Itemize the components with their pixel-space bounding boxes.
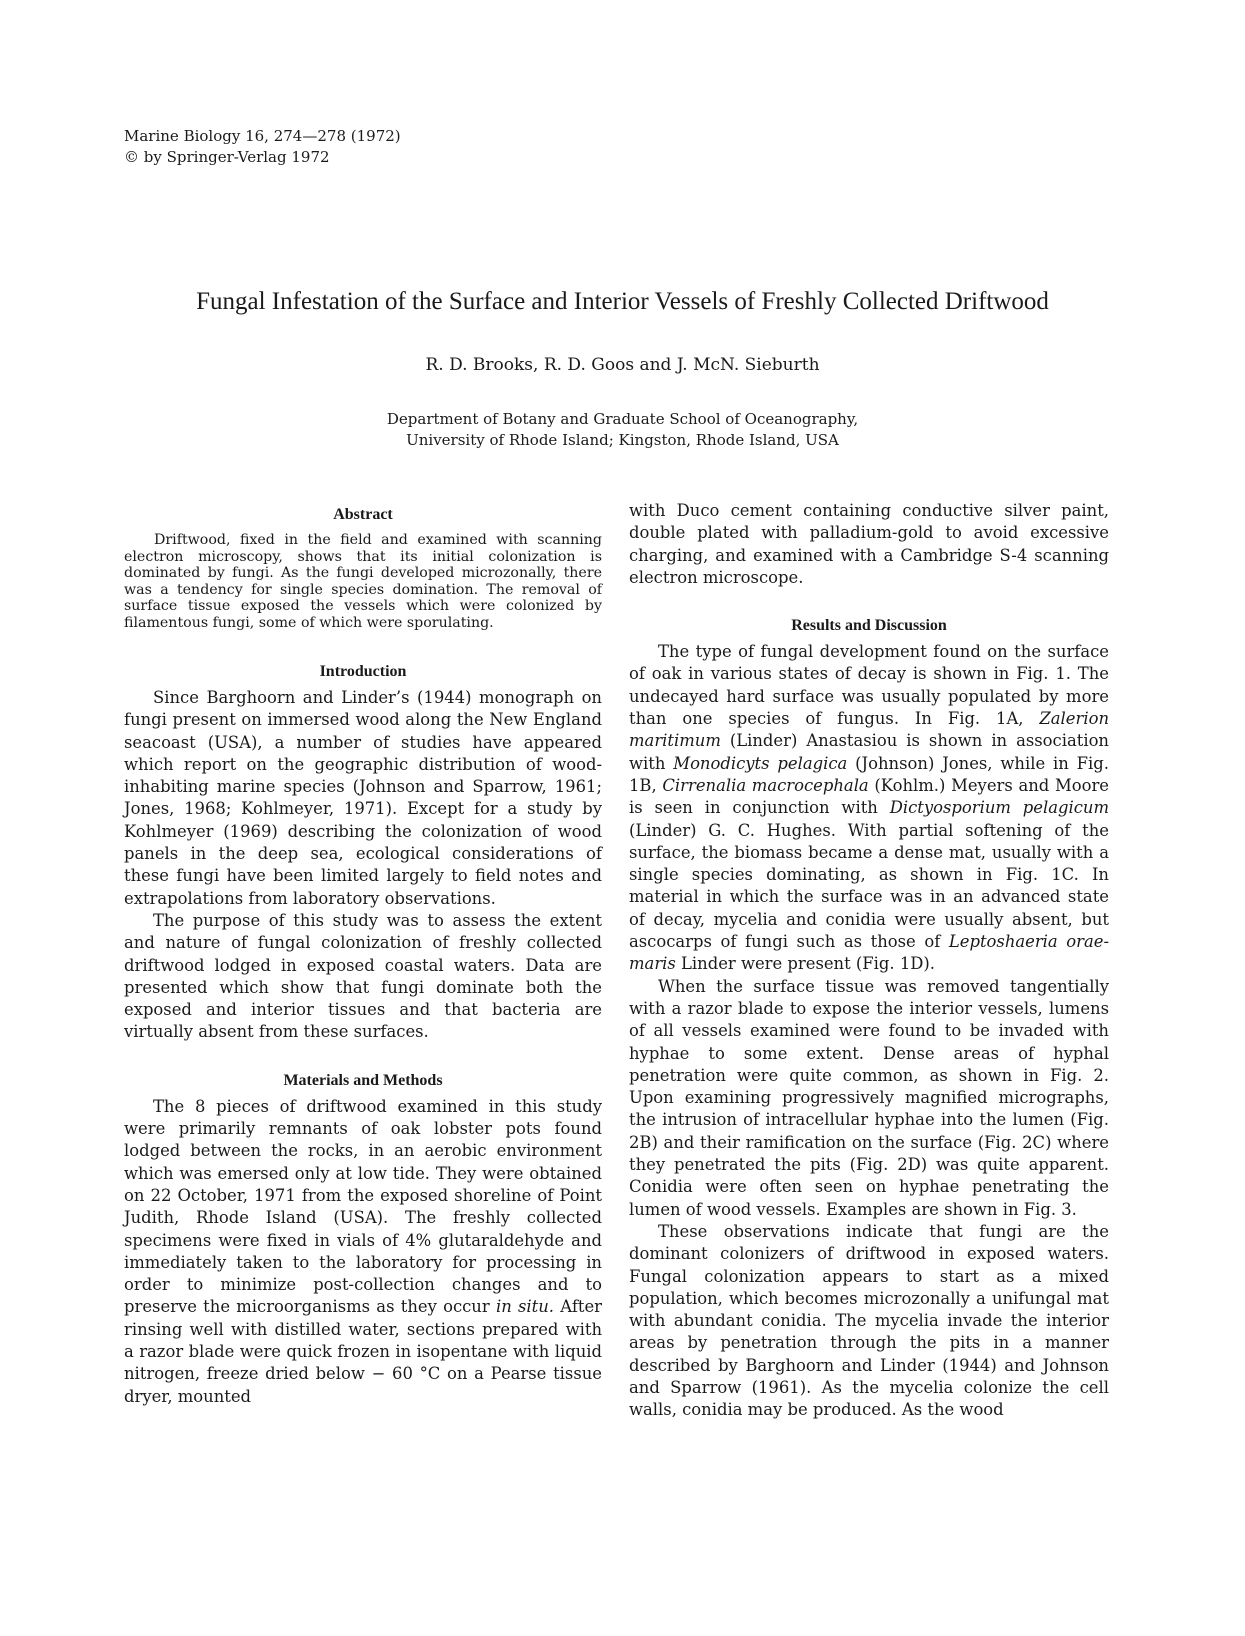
affiliation bbox=[0, 409, 1245, 451]
results-text-run: (Linder) G. C. Hughes. With partial softening of the surface, the biomass became a dense mat, usually with a single species dominating, as shown in Fig. 1C. In material in which the surface was in an advanced state of decay, mycelia and conidia were usually absent, but ascocarps of fungi such as those of bbox=[629, 820, 1109, 952]
methods-paragraph-1 bbox=[124, 1096, 602, 1408]
introduction-paragraph-2: The purpose of this study was to assess the extent and nature of fungal colonization of freshly collected driftwood lodged in exposed coastal waters. Data are presented which show that fungi dominate both the exposed and interior tissues and that bacteria are virtually absent from these surfaces. bbox=[124, 910, 602, 1042]
species-name: Dictyosporium pelagicum bbox=[889, 798, 1109, 818]
results-text-run: (Johnson) Jones, while in Fig. 1B, bbox=[629, 753, 1109, 795]
journal-header bbox=[124, 126, 401, 168]
paper-title: Fungal Infestation of the Surface and Interior Vessels of Freshly Collected Driftwood bbox=[196, 288, 1049, 315]
results-text-run: Linder were present (Fig. 1D). bbox=[675, 954, 936, 974]
species-name: Monodicyts pelagica bbox=[673, 753, 848, 773]
methods-paragraph-continued: with Duco cement containing conductive silver paint, double plated with palladium-gold to avoid excessive charging, and examined with a Cambridge S-4 scanning electron microscope. bbox=[629, 501, 1109, 587]
methods-heading: Materials and Methods bbox=[283, 1071, 443, 1089]
introduction-heading: Introduction bbox=[319, 663, 407, 680]
species-name: Leptoshaeria orae-maris bbox=[629, 932, 1110, 974]
results-paragraph-3: These observations indicate that fungi are the dominant colonizers of driftwood in exposed waters. Fungal colonization appears to start as a mixed population, which becomes microzonally a unifungal mat with abundant conidia. The mycelia invade the interior areas by penetration through the pits in a manner described by Barghoorn and Linder (1944) and Johnson and Sparrow (1961). As the mycelia colonize the cell walls, conidia may be produced. As the wood bbox=[629, 1221, 1109, 1420]
results-text-run: (Kohlm.) Meyers and Moore is seen in conjunction with bbox=[629, 775, 1109, 818]
abstract-heading: Abstract bbox=[333, 506, 393, 523]
results-text-run: (Linder) Anastasiou is shown in association with bbox=[629, 731, 1109, 773]
affiliation-line-1: Department of Botany and Graduate School of Oceanography, bbox=[386, 410, 859, 428]
methods-text-italic: in situ. bbox=[495, 1297, 555, 1317]
species-name: Cirrenalia macrocephala bbox=[662, 775, 869, 795]
results-paragraph-1 bbox=[629, 641, 1109, 975]
introduction-paragraph-1: Since Barghoorn and Linder’s (1944) monograph on fungi present on immersed wood along the New England seacoast (USA), a number of studies have appeared which report on the geographic distribution of wood-inhabiting marine species (Johnson and Sparrow, 1961; Jones, 1968; Kohlmeyer, 1971). Except for a study by Kohlmeyer (1969) describing the colonization of wood panels in the deep sea, ecological considerations of these fungi have been limited largely to field notes and extrapolations from laboratory observations. bbox=[124, 688, 602, 908]
results-heading: Results and Discussion bbox=[791, 617, 947, 635]
results-text-run: The type of fungal development found on the surface of oak in various states of decay is shown in Fig. 1. The undecayed hard surface was usually populated by more than one species of fungus. In Fig. 1A, bbox=[629, 642, 1109, 729]
journal-copyright: © by Springer-Verlag 1972 bbox=[124, 148, 330, 166]
methods-text-a: The 8 pieces of driftwood examined in this study were primarily remnants of oak lobster pots found lodged between the rocks, in an aerobic environment which was emersed only at low tide. They were obtained on 22 October, 1971 from the exposed shoreline of Point Judith, Rhode Island (USA). The freshly collected specimens were fixed in vials of 4% glutaraldehyde and immediately taken to the laboratory for processing in order to minimize post-collection changes and to preserve the microorganisms as they occur bbox=[124, 1096, 602, 1317]
methods-text-b: After rinsing well with distilled water, sections prepared with a razor blade were quick frozen in isopentane with liquid nitrogen, freeze dried below − 60 °C on a Pearse tissue dryer, mounted bbox=[124, 1297, 603, 1406]
right-column bbox=[629, 501, 1110, 1422]
journal-citation: Marine Biology 16, 274—278 (1972) bbox=[124, 127, 401, 145]
affiliation-line-2: University of Rhode Island; Kingston, Rhode Island, USA bbox=[406, 431, 839, 449]
paper-authors: R. D. Brooks, R. D. Goos and J. McN. Sieburth bbox=[425, 355, 820, 375]
abstract-text: Driftwood, fixed in the field and examined with scanning electron microscopy, shows that its initial colonization is dominated by fungi. As the fungi developed microzonally, there was a tendency for single species domination. The removal of surface tissue exposed the vessels which were colonized by filamentous fungi, some of which were sporulating. bbox=[124, 532, 602, 631]
results-paragraph-2: When the surface tissue was removed tangentially with a razor blade to expose the interior vessels, lumens of all vessels examined were found to be invaded with hyphae to some extent. Dense areas of hyphal penetration were quite common, as shown in Fig. 2. Upon examining progressively magnified micrographs, the intrusion of intracellular hyphae into the lumen (Fig. 2B) and their ramification on the surface (Fig. 2C) where they penetrated the pits (Fig. 2D) was quite apparent. Conidia were often seen on hyphae penetrating the lumen of wood vessels. Examples are shown in Fig. 3. bbox=[629, 976, 1109, 1219]
left-column bbox=[124, 506, 602, 1408]
species-name: Zalerion maritimum bbox=[629, 709, 1109, 751]
